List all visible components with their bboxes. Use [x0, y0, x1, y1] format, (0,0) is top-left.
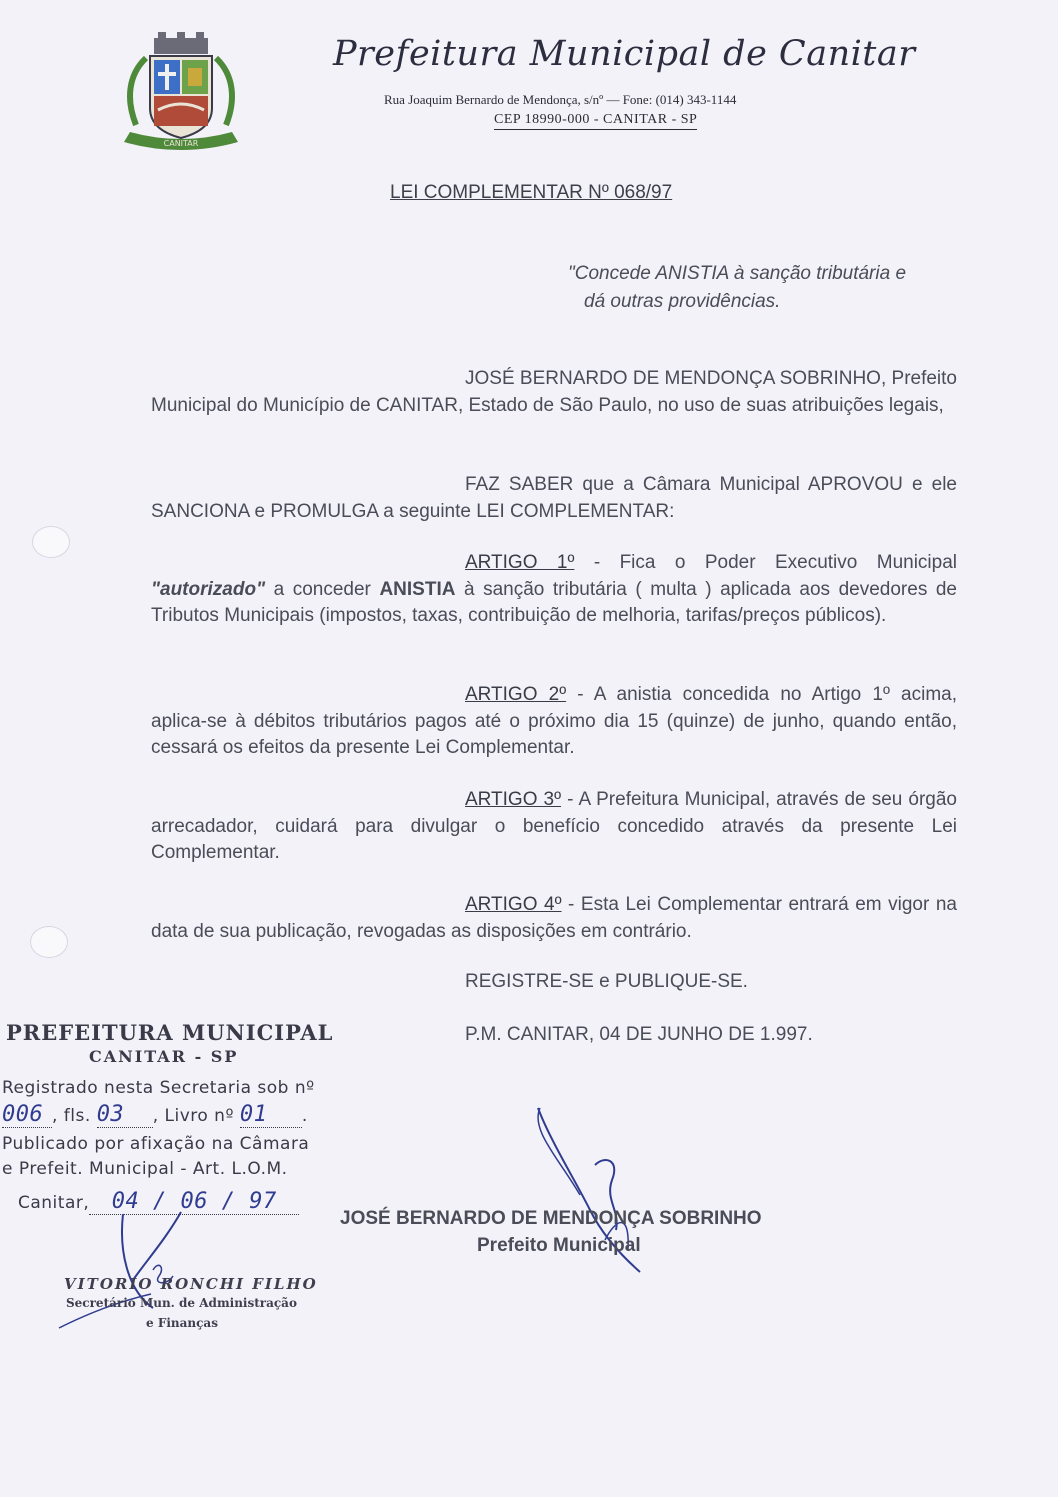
law-title: LEI COMPLEMENTAR Nº 068/97	[390, 182, 673, 203]
article-1-text-b: a conceder	[265, 578, 380, 600]
article-2	[151, 682, 957, 762]
article-2-text: - A anistia concedida no Artigo 1º acima, aplica-se à débitos tributários pagos até o próximo dia 15 (quinze) de junho, quando então, cessará os efeitos da presente Lei Complementar.	[151, 684, 957, 758]
article-1-autorizado: "autorizado"	[151, 578, 266, 600]
stamp-secretary-role-2: e Finanças	[146, 1316, 218, 1330]
stamp-registration-line: Registrado nesta Secretaria sob nº	[2, 1078, 315, 1098]
punch-hole-bottom	[30, 926, 68, 958]
signer-role: Prefeito Municipal	[477, 1235, 641, 1256]
stamp-reg-number: 006	[2, 1102, 52, 1128]
stamp-publication-line: Publicado por afixação na Câmara	[2, 1134, 310, 1154]
svg-text:CANITAR: CANITAR	[163, 139, 199, 148]
article-1-label: ARTIGO 1º	[465, 552, 575, 573]
letterhead-title: Prefeitura Municipal de Canitar	[333, 34, 916, 74]
punch-hole-top	[32, 526, 70, 558]
article-1-text-a: - Fica o Poder Executivo Municipal	[574, 552, 958, 573]
preamble-name: JOSÉ BERNARDO DE MENDONÇA SOBRINHO,	[465, 368, 887, 389]
stamp-numbers-line: 006 , fls. 03 , Livro nº 01 .	[2, 1102, 308, 1127]
article-1	[151, 550, 957, 630]
stamp-canitar-label: Canitar,	[18, 1193, 90, 1213]
stamp-fls-label: , fls.	[52, 1106, 91, 1126]
article-1-anistia: ANISTIA	[379, 578, 456, 600]
article-3-label: ARTIGO 3º	[465, 789, 562, 810]
signer-name: JOSÉ BERNARDO DE MENDONÇA SOBRINHO	[340, 1208, 762, 1229]
ementa	[568, 260, 968, 316]
article-3	[151, 787, 957, 867]
stamp-fls-value: 03	[97, 1102, 153, 1128]
preamble-paragraph	[151, 366, 957, 419]
ementa-line-2: dá outras providências.	[584, 291, 781, 312]
article-1-text-c: à sanção tributária ( multa ) aplicada aos devedores de Tributos Municipais (impostos, taxas, contribuição de melhoria, tarifas/preços públicos).	[151, 578, 957, 626]
enactment-text: ele SANCIONA e PROMULGA a seguinte LEI COMPLEMENTAR:	[151, 474, 957, 522]
stamp-title: PREFEITURA MUNICIPAL	[6, 1020, 334, 1045]
place-date: P.M. CANITAR, 04 DE JUNHO DE 1.997.	[465, 1024, 813, 1045]
letterhead-cep: CEP 18990-000 - CANITAR - SP	[494, 112, 697, 130]
stamp-article-line: e Prefeit. Municipal - Art. L.O.M.	[2, 1159, 288, 1179]
article-4-text: - Esta Lei Complementar entrará em vigor na data de sua publicação, revogadas as disposições em contrário.	[151, 894, 957, 942]
stamp-livro-label: , Livro nº	[152, 1106, 234, 1126]
preamble-text: Prefeito Municipal do Município de CANITAR, Estado de São Paulo, no uso de suas atribuições legais,	[151, 368, 957, 416]
stamp-city: CANITAR - SP	[89, 1047, 239, 1066]
stamp-secretary-role: Secretário Mun. de Administração	[66, 1296, 297, 1310]
stamp-secretary-name: VITORIO RONCHI FILHO	[64, 1275, 318, 1293]
stamp-livro-value: 01	[240, 1102, 302, 1128]
enactment-paragraph	[151, 472, 957, 525]
enactment-lead: FAZ SABER que a Câmara Municipal APROVOU e	[465, 474, 923, 495]
article-3-text: - A Prefeitura Municipal, através de seu órgão arrecadador, cuidará para divulgar o benefício concedido através da presente Lei Complementar.	[151, 789, 957, 863]
article-4-label: ARTIGO 4º	[465, 894, 562, 915]
ementa-line-1: "Concede ANISTIA à sanção tributária e	[568, 263, 907, 284]
article-4	[151, 892, 957, 945]
article-2-label: ARTIGO 2º	[465, 684, 567, 705]
registre-line: REGISTRE-SE e PUBLIQUE-SE.	[465, 971, 748, 992]
municipal-crest-icon	[118, 30, 244, 156]
letterhead-address: Rua Joaquim Bernardo de Mendonça, s/nº — Fone: (014) 343-1144	[384, 92, 737, 107]
stamp-date: 04 / 06 / 97	[89, 1189, 299, 1215]
